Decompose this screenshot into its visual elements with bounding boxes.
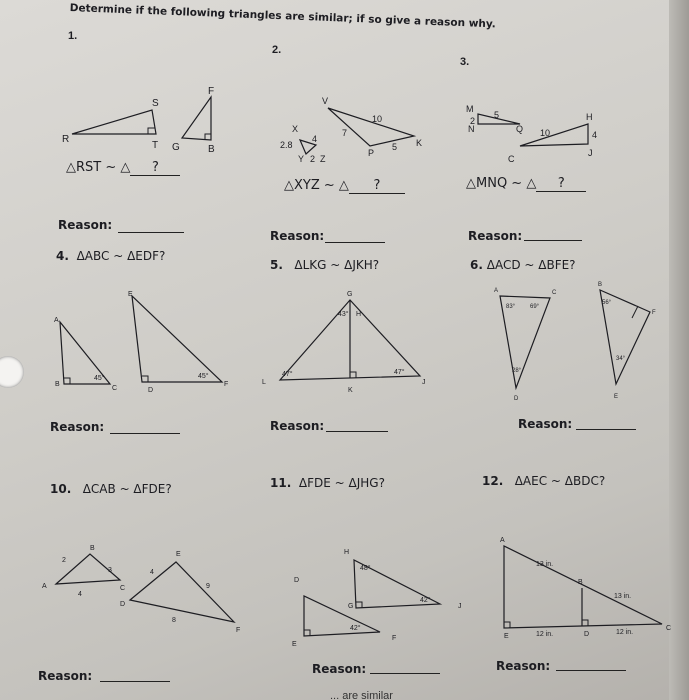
label-d: D — [120, 601, 126, 608]
label-d: D — [514, 396, 519, 402]
right-angle-mark — [582, 620, 588, 626]
label-d: D — [148, 387, 154, 394]
label-b: B — [90, 545, 95, 552]
triangle-edf — [132, 296, 222, 382]
side-2: 2 — [470, 116, 476, 126]
problem-3-reason-label: Reason: — [468, 229, 523, 243]
p1-unknown: ? — [151, 160, 159, 175]
label-p: P — [368, 148, 375, 158]
p11-number: 11. — [270, 476, 292, 490]
angle-45-b: 45° — [198, 373, 209, 380]
label-f: F — [236, 627, 241, 634]
side-5: 5 — [392, 142, 398, 152]
p12-number: 12. — [482, 474, 504, 488]
p11-text: ΔFDE ~ ΔJHG? — [298, 476, 385, 490]
angle-43: 43° — [338, 311, 349, 318]
angle-56: 56° — [602, 300, 612, 306]
side-4b: 4 — [150, 569, 154, 576]
label-f: F — [652, 310, 656, 316]
right-angle-mark — [356, 602, 362, 608]
side-13-a: 13 in. — [536, 561, 554, 568]
label-f: F — [392, 635, 397, 642]
label-d: D — [584, 631, 590, 638]
angle-83: 83° — [506, 304, 516, 310]
right-angle-mark — [304, 630, 310, 636]
problem-12-reason-label: Reason: — [496, 659, 551, 673]
label-g: G — [348, 603, 354, 610]
triangle-hcj — [520, 124, 588, 146]
problem-2-reason-label: Reason: — [270, 229, 325, 243]
label-b: B — [208, 144, 215, 155]
side-12-a: 12 in. — [536, 631, 554, 638]
label-c: C — [666, 625, 672, 632]
angle-47-j: 47° — [394, 369, 405, 376]
side-4: 4 — [312, 134, 318, 144]
label-e: E — [128, 291, 133, 298]
label-j: J — [458, 603, 462, 610]
p3-unknown: ? — [557, 176, 565, 191]
right-angle-mark — [148, 128, 155, 134]
figure-3 — [466, 104, 597, 164]
label-e: E — [176, 551, 181, 558]
p6-text: ΔACD ~ ΔBFE? — [486, 258, 576, 272]
label-b: B — [578, 579, 583, 586]
right-angle-mark — [504, 622, 510, 628]
side-5: 5 — [494, 110, 500, 120]
p5-number: 5. — [270, 258, 283, 272]
p5-text: ΔLKG ~ ΔJKH? — [294, 258, 380, 272]
label-m: M — [466, 104, 474, 114]
label-h: H — [356, 311, 362, 318]
label-c: C — [552, 290, 557, 296]
angle-45-a: 45° — [94, 375, 105, 382]
right-angle-mark — [350, 372, 356, 378]
problem-3-number: 3. — [460, 56, 470, 68]
triangle-vkp — [328, 108, 414, 146]
label-a: A — [42, 583, 47, 590]
side-7: 7 — [342, 128, 348, 138]
label-b: B — [55, 381, 60, 388]
angle-28: 28° — [512, 368, 522, 374]
p2-unknown: ? — [373, 178, 381, 193]
side-9: 9 — [206, 583, 210, 590]
p4-number: 4. — [56, 249, 69, 263]
side-2: 2 — [310, 154, 316, 164]
problem-1-number: 1. — [68, 30, 78, 42]
label-y: Y — [298, 154, 305, 164]
side-4: 4 — [592, 130, 598, 140]
p12-text: ΔAEC ~ ΔBDC? — [514, 474, 606, 488]
triangle-rst — [72, 110, 156, 134]
figure-12 — [500, 537, 671, 640]
angle-48: 48° — [360, 565, 371, 572]
label-n: N — [468, 124, 475, 134]
label-x: X — [292, 124, 299, 134]
triangle-def-11 — [304, 596, 380, 636]
worksheet-title: Determine if the following triangles are similar; if so give a reason why. — [69, 2, 496, 31]
label-c: C — [508, 154, 515, 164]
problem-2-number: 2. — [272, 44, 282, 56]
label-e: E — [614, 394, 619, 400]
label-f: F — [224, 381, 229, 388]
figure-10 — [42, 545, 240, 634]
figure-2 — [280, 96, 422, 164]
label-f: F — [208, 86, 215, 97]
p10-text: ΔCAB ~ ΔFDE? — [82, 482, 172, 496]
label-e: E — [292, 641, 297, 648]
p3-stmt-text: △MNQ ~ △ — [466, 176, 537, 191]
p10-number: 10. — [50, 482, 72, 496]
p1-stmt-text: △RST ~ △ — [66, 160, 131, 175]
label-c: C — [120, 585, 126, 592]
label-j: J — [588, 148, 593, 158]
label-a: A — [500, 537, 505, 544]
label-v: V — [322, 96, 329, 106]
side-12-b: 12 in. — [616, 629, 634, 636]
figure-6 — [494, 282, 656, 402]
label-l: L — [262, 379, 266, 386]
label-k: K — [348, 387, 353, 394]
angle-34: 34° — [616, 356, 626, 362]
angle-47-l: 47° — [282, 371, 293, 378]
angle-42-f: 42° — [350, 625, 361, 632]
side-3: 3 — [108, 567, 112, 574]
right-angle-mark — [142, 376, 148, 382]
label-t: T — [152, 140, 159, 151]
label-j: J — [422, 379, 426, 386]
problem-5-reason-label: Reason: — [270, 419, 325, 433]
side-2: 2 — [62, 557, 66, 564]
problem-10-reason-label: Reason: — [38, 669, 93, 683]
label-e: E — [504, 633, 509, 640]
label-s: S — [152, 98, 159, 109]
label-z: Z — [320, 154, 326, 164]
side-13-b: 13 in. — [614, 593, 632, 600]
figure-4 — [54, 291, 228, 394]
side-10: 10 — [540, 128, 551, 138]
label-d: D — [294, 577, 300, 584]
angle-42-j: 42° — [420, 597, 431, 604]
label-a: A — [54, 317, 59, 324]
label-h: H — [344, 549, 350, 556]
label-a: A — [494, 288, 499, 294]
label-k: K — [416, 138, 423, 148]
problem-4-reason-label: Reason: — [50, 420, 105, 434]
figure-5 — [262, 291, 426, 394]
figure-11 — [292, 549, 462, 648]
side-8: 8 — [172, 617, 176, 624]
label-g: G — [172, 142, 180, 153]
problem-11-reason-label: Reason: — [312, 662, 367, 676]
triangle-def — [130, 562, 234, 622]
footer-fragment: ... are similar — [330, 690, 393, 700]
label-r: R — [62, 134, 70, 145]
p2-stmt-text: △XYZ ~ △ — [284, 178, 349, 193]
side-10: 10 — [372, 114, 383, 124]
right-angle-mark — [64, 378, 70, 384]
problem-6-reason-label: Reason: — [518, 417, 573, 431]
side-2-8: 2.8 — [280, 140, 293, 150]
figure-1 — [62, 86, 215, 155]
problem-1-reason-label: Reason: — [58, 218, 113, 232]
p6-number: 6. — [470, 258, 483, 272]
triangle-aec — [504, 546, 662, 628]
label-c: C — [112, 385, 118, 392]
side-4a: 4 — [78, 591, 82, 598]
right-angle-mark — [632, 306, 638, 318]
label-h: H — [586, 112, 593, 122]
label-b: B — [598, 282, 603, 288]
angle-69: 69° — [530, 304, 540, 310]
p4-text: ΔABC ~ ΔEDF? — [76, 249, 166, 263]
label-g: G — [347, 291, 353, 298]
label-q: Q — [516, 124, 524, 134]
